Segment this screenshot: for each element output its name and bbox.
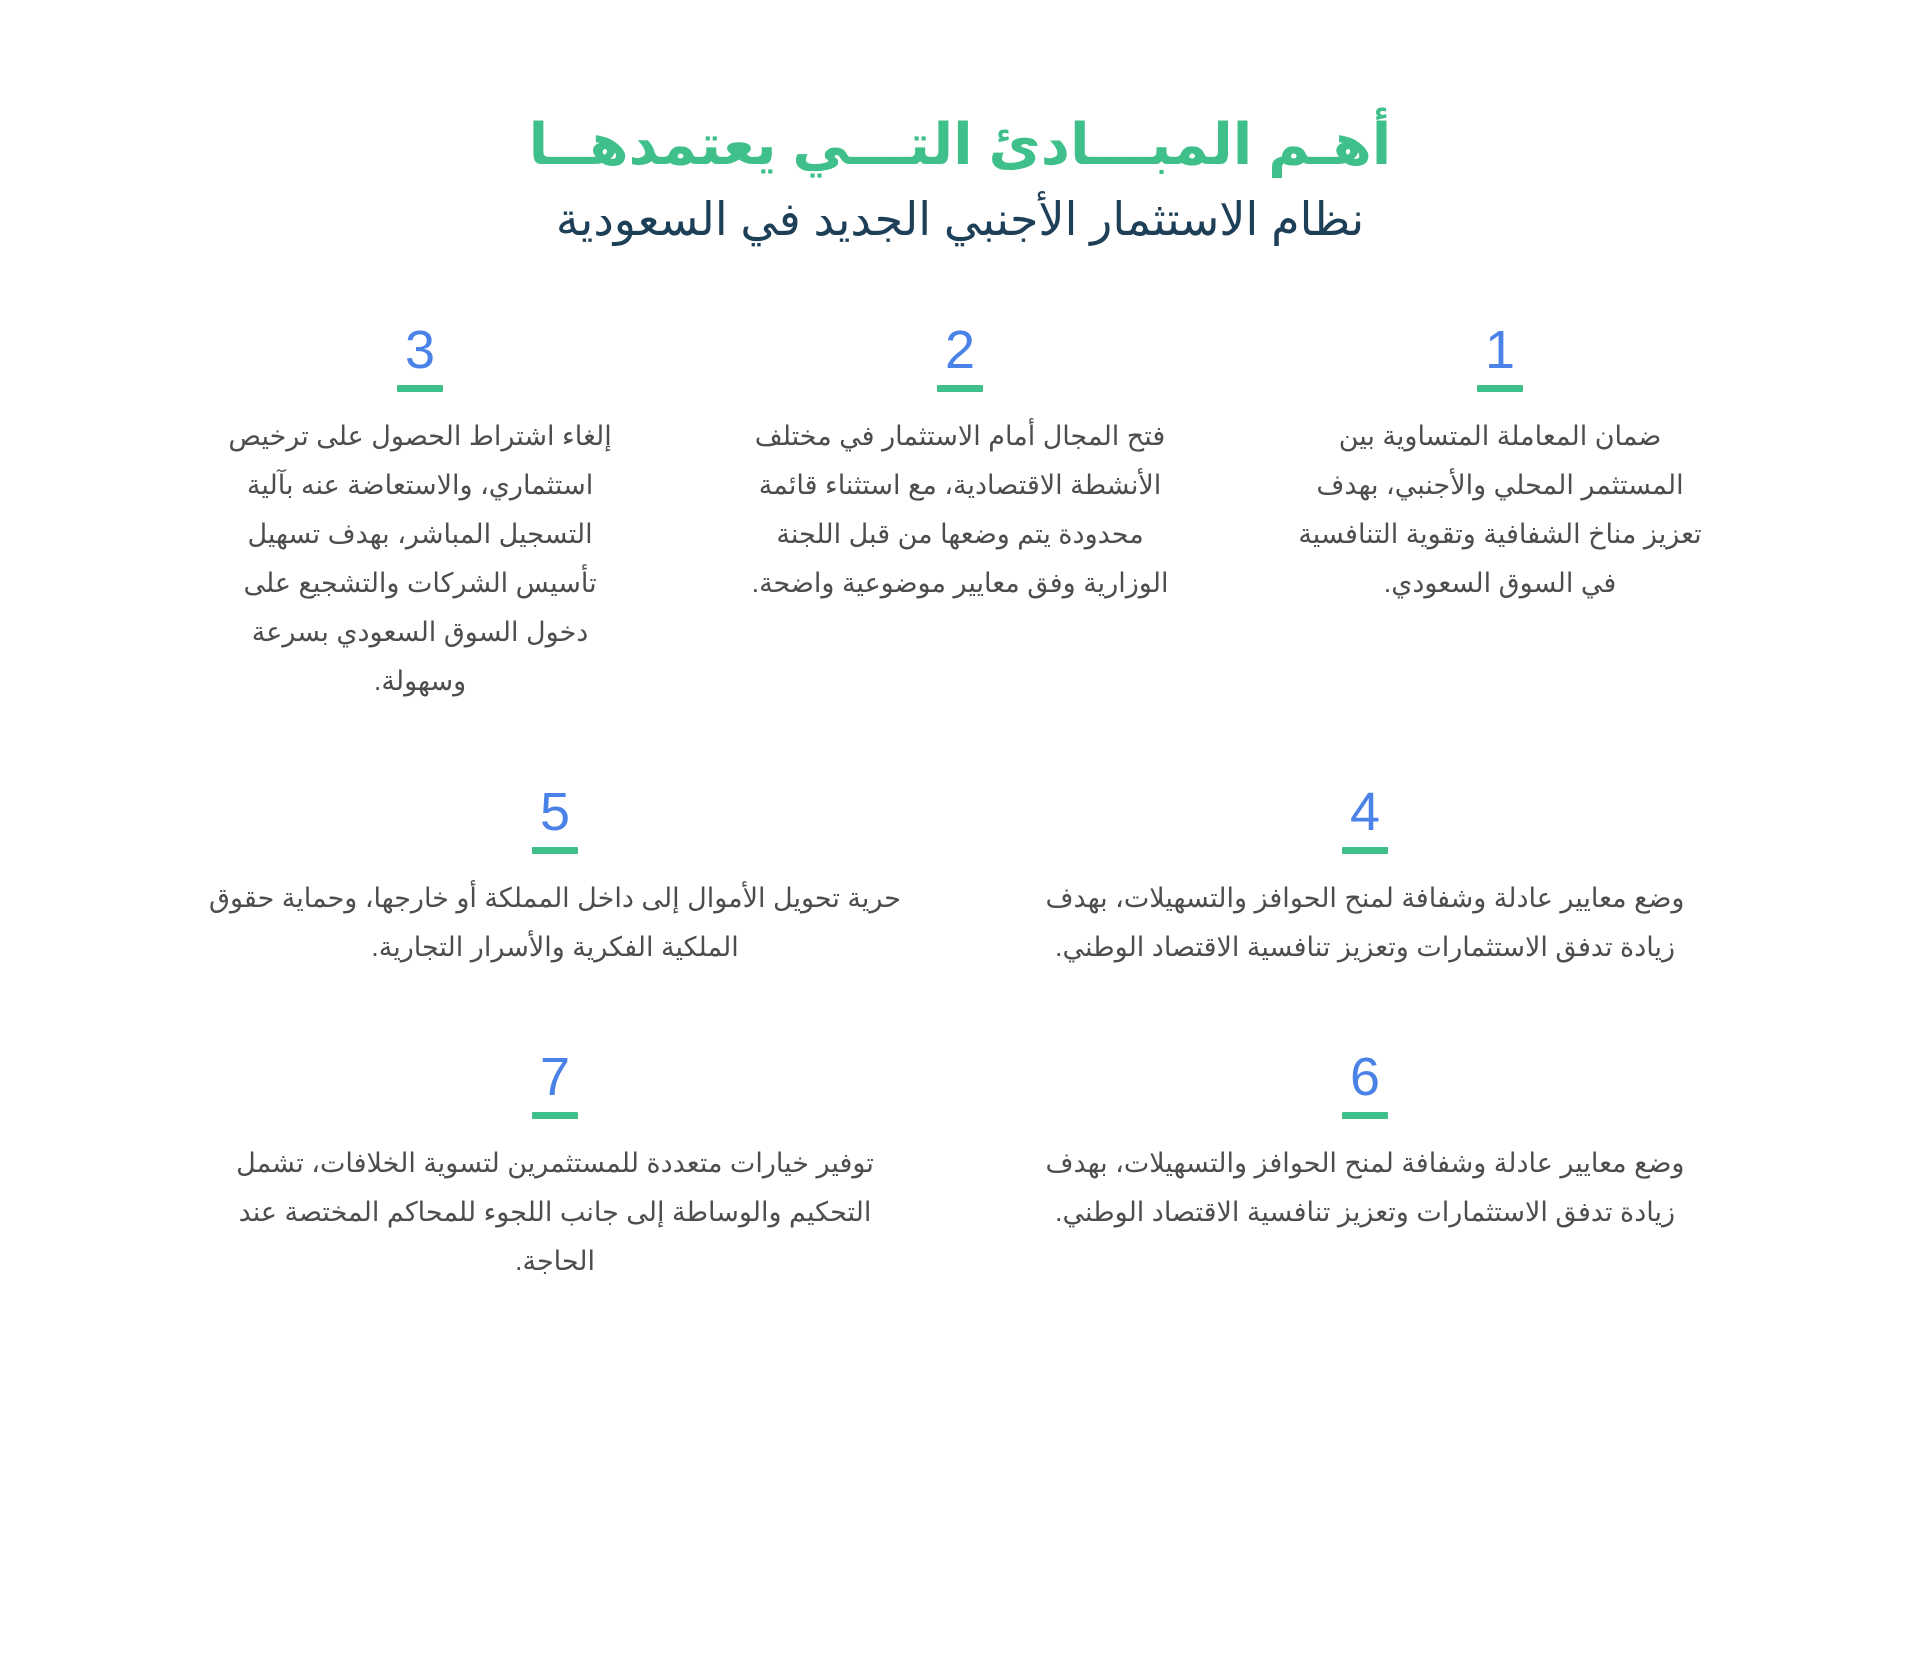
principles-row-3 (150, 1046, 1770, 1286)
principle-number-3 (397, 319, 443, 392)
principle-text-1: ضمان المعاملة المتساوية بين المستثمر المحلي والأجنبي، بهدف تعزيز مناخ الشفافية وتقوية التنافسية في السوق السعودي. (1298, 420, 1702, 599)
principle-text-3: إلغاء اشتراط الحصول على ترخيص استثماري، والاستعاضة عنه بآلية التسجيل المباشر، بهدف تسهيل تأسيس الشركات والتشجيع على دخول السوق السعودي بسرعة وسهولة. (228, 420, 612, 697)
principle-number-value: 4 (1349, 781, 1381, 842)
principle-number-2 (937, 319, 983, 392)
principle-text-5: حرية تحويل الأموال إلى داخل المملكة أو خارجها، وحماية حقوق الملكية الفكرية والأسرار التجارية. (209, 882, 901, 962)
principle-card-5 (150, 781, 960, 972)
principle-card-7 (150, 1046, 960, 1286)
principle-number-underline (397, 385, 443, 392)
principle-text-2: فتح المجال أمام الاستثمار في مختلف الأنشطة الاقتصادية، مع استثناء قائمة محدودة يتم وضعها من قبل اللجنة الوزارية وفق معايير موضوعية واضحة. (751, 420, 1169, 599)
page-subtitle: نظام الاستثمار الأجنبي الجديد في السعودية (555, 193, 1365, 246)
principle-number-underline (532, 1112, 578, 1119)
principles-row-1 (150, 319, 1770, 707)
principle-text-7: توفير خيارات متعددة للمستثمرين لتسوية الخلافات، تشمل التحكيم والوساطة إلى جانب اللجوء للمحاكم المختصة عند الحاجة. (236, 1147, 874, 1276)
principles-row-2 (150, 781, 1770, 972)
principle-card-6 (960, 1046, 1770, 1237)
header (0, 0, 1920, 249)
principles-grid (0, 319, 1920, 1286)
principle-number-value: 3 (405, 319, 436, 380)
principle-number-underline (1342, 847, 1388, 854)
principle-card-4 (960, 781, 1770, 972)
principle-number-7 (532, 1046, 578, 1119)
principle-number-value: 1 (1484, 319, 1516, 380)
principle-number-value: 2 (944, 319, 976, 380)
principle-number-underline (1477, 385, 1523, 392)
principle-number-value: 6 (1349, 1046, 1381, 1107)
principle-number-underline (532, 847, 578, 854)
principle-number-4 (1342, 781, 1388, 854)
principle-number-value: 7 (539, 1046, 571, 1107)
principle-number-value: 5 (539, 781, 571, 842)
principle-card-1 (1230, 319, 1770, 609)
principle-number-1 (1477, 319, 1523, 392)
principle-number-underline (1342, 1112, 1388, 1119)
principle-number-6 (1342, 1046, 1388, 1119)
principle-text-6: وضع معايير عادلة وشفافة لمنح الحوافز والتسهيلات، بهدف زيادة تدفق الاستثمارات وتعزيز تنافسية الاقتصاد الوطني. (1045, 1147, 1685, 1227)
page-title: أهـم المبـــادئ التـــي يعتمدهــا (528, 113, 1392, 177)
principle-card-3 (150, 319, 690, 707)
principle-card-2 (690, 319, 1230, 609)
principle-text-4: وضع معايير عادلة وشفافة لمنح الحوافز والتسهيلات، بهدف زيادة تدفق الاستثمارات وتعزيز تنافسية الاقتصاد الوطني. (1045, 882, 1685, 962)
principle-number-5 (532, 781, 578, 854)
principle-number-underline (937, 385, 983, 392)
